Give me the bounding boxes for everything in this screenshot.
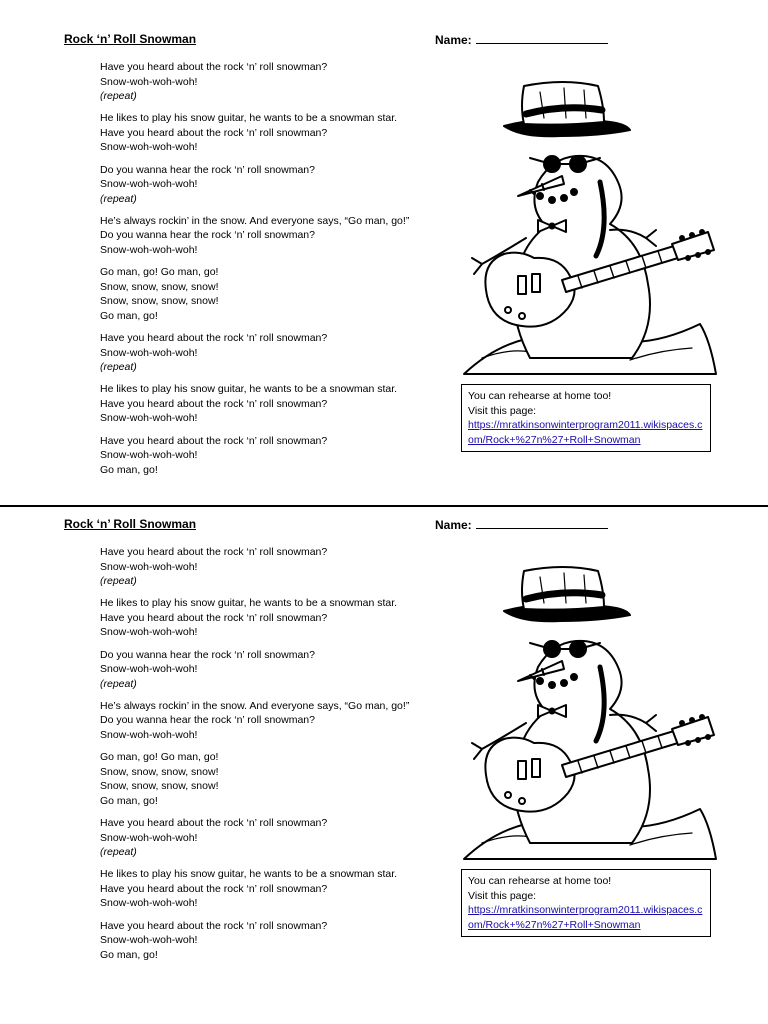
lyric-line: Snow-woh-woh-woh! xyxy=(100,729,198,742)
worksheet-top xyxy=(0,0,768,500)
lyric-line: Do you wanna hear the rock ‘n’ roll snowman? xyxy=(100,714,315,727)
rehearse-note-box xyxy=(461,869,711,937)
verse xyxy=(100,699,450,743)
verse xyxy=(100,265,450,323)
lyric-line: He likes to play his snow guitar, he wants to be a snowman star. xyxy=(100,868,398,881)
lyric-line: Have you heard about the rock ‘n’ roll snowman? xyxy=(100,882,328,895)
lyric-line: Snow-woh-woh-woh! xyxy=(100,346,198,359)
verse xyxy=(100,60,450,104)
name-field xyxy=(435,32,608,47)
lyric-line: Snow, snow, snow, snow! xyxy=(100,280,219,293)
lyrics xyxy=(100,60,450,485)
lyric-line: Snow-woh-woh-woh! xyxy=(100,934,198,947)
lyric-line: Snow-woh-woh-woh! xyxy=(100,141,198,154)
verse xyxy=(100,648,450,692)
repeat-marker: (repeat) xyxy=(100,846,137,859)
lyric-line: Do you wanna hear the rock ‘n’ roll snowman? xyxy=(100,648,315,661)
lyric-line: Have you heard about the rock ‘n’ roll snowman? xyxy=(100,332,328,344)
lyric-line: Snow-woh-woh-woh! xyxy=(100,244,198,257)
name-label: Name: xyxy=(435,518,472,532)
lyric-line: He’s always rockin’ in the snow. And everyone says, “Go man, go!” xyxy=(100,699,410,712)
lyric-line: Do you wanna hear the rock ‘n’ roll snowman? xyxy=(100,229,315,242)
lyric-line: Have you heard about the rock ‘n’ roll snowman? xyxy=(100,611,328,624)
lyric-line: Snow, snow, snow, snow! xyxy=(100,765,219,778)
verse xyxy=(100,816,450,860)
lyric-line: Have you heard about the rock ‘n’ roll snowman? xyxy=(100,397,328,410)
note-line: Visit this page: xyxy=(468,404,537,417)
rehearse-link[interactable]: https://mratkinsonwinterprogram2011.wikispaces.com/Rock+%27n%27+Roll+Snowman xyxy=(468,904,703,931)
lyric-line: Go man, go! Go man, go! xyxy=(100,266,219,279)
lyric-line: Do you wanna hear the rock ‘n’ roll snowman? xyxy=(100,163,315,176)
lyric-line: Go man, go! Go man, go! xyxy=(100,751,219,764)
lyrics xyxy=(100,545,450,970)
snowman-guitar-illustration xyxy=(460,563,720,865)
verse xyxy=(100,545,450,589)
lyric-line: Go man, go! xyxy=(100,309,158,322)
lyric-line: Snow-woh-woh-woh! xyxy=(100,663,198,676)
lyric-line: Snow-woh-woh-woh! xyxy=(100,560,198,573)
lyric-line: Snow-woh-woh-woh! xyxy=(100,412,198,425)
lyric-line: Snow-woh-woh-woh! xyxy=(100,178,198,191)
lyric-line: He likes to play his snow guitar, he wants to be a snowman star. xyxy=(100,597,398,610)
verse xyxy=(100,750,450,808)
verse xyxy=(100,163,450,207)
note-line: You can rehearse at home too! xyxy=(468,875,612,887)
lyric-line: Go man, go! xyxy=(100,794,158,807)
lyric-line: Have you heard about the rock ‘n’ roll snowman? xyxy=(100,434,328,447)
verse xyxy=(100,867,450,911)
snowman-guitar-illustration xyxy=(460,78,720,380)
repeat-marker: (repeat) xyxy=(100,192,137,205)
lyric-line: Snow-woh-woh-woh! xyxy=(100,626,198,639)
verse xyxy=(100,919,450,963)
lyric-line: Have you heard about the rock ‘n’ roll snowman? xyxy=(100,61,328,73)
lyric-line: Snow-woh-woh-woh! xyxy=(100,449,198,462)
rehearse-link[interactable]: https://mratkinsonwinterprogram2011.wikispaces.com/Rock+%27n%27+Roll+Snowman xyxy=(468,419,703,446)
worksheet-bottom xyxy=(0,485,768,985)
lyric-line: Have you heard about the rock ‘n’ roll snowman? xyxy=(100,126,328,139)
repeat-marker: (repeat) xyxy=(100,575,137,588)
rehearse-note-box xyxy=(461,384,711,452)
worksheet-title: Rock ‘n’ Roll Snowman xyxy=(64,517,197,531)
lyric-line: Snow, snow, snow, snow! xyxy=(100,295,219,308)
note-line: Visit this page: xyxy=(468,889,537,902)
verse xyxy=(100,214,450,258)
lyric-line: Snow-woh-woh-woh! xyxy=(100,831,198,844)
lyric-line: Have you heard about the rock ‘n’ roll snowman? xyxy=(100,919,328,932)
name-label: Name: xyxy=(435,33,472,47)
note-line: You can rehearse at home too! xyxy=(468,390,612,402)
lyric-line: Snow-woh-woh-woh! xyxy=(100,897,198,910)
lyric-line: Have you heard about the rock ‘n’ roll snowman? xyxy=(100,817,328,829)
lyric-line: Have you heard about the rock ‘n’ roll snowman? xyxy=(100,546,328,558)
verse xyxy=(100,331,450,375)
verse xyxy=(100,434,450,478)
lyric-line: He likes to play his snow guitar, he wants to be a snowman star. xyxy=(100,112,398,125)
verse xyxy=(100,596,450,640)
lyric-line: Snow, snow, snow, snow! xyxy=(100,780,219,793)
repeat-marker: (repeat) xyxy=(100,90,137,103)
lyric-line: He likes to play his snow guitar, he wants to be a snowman star. xyxy=(100,383,398,396)
name-field xyxy=(435,517,608,532)
worksheet-title: Rock ‘n’ Roll Snowman xyxy=(64,32,197,46)
lyric-line: He’s always rockin’ in the snow. And everyone says, “Go man, go!” xyxy=(100,214,410,227)
name-blank-line[interactable] xyxy=(476,32,608,44)
name-blank-line[interactable] xyxy=(476,517,608,529)
lyric-line: Go man, go! xyxy=(100,463,158,476)
lyric-line: Go man, go! xyxy=(100,948,158,961)
verse xyxy=(100,111,450,155)
verse xyxy=(100,382,450,426)
lyric-line: Snow-woh-woh-woh! xyxy=(100,75,198,88)
repeat-marker: (repeat) xyxy=(100,677,137,690)
repeat-marker: (repeat) xyxy=(100,361,137,374)
